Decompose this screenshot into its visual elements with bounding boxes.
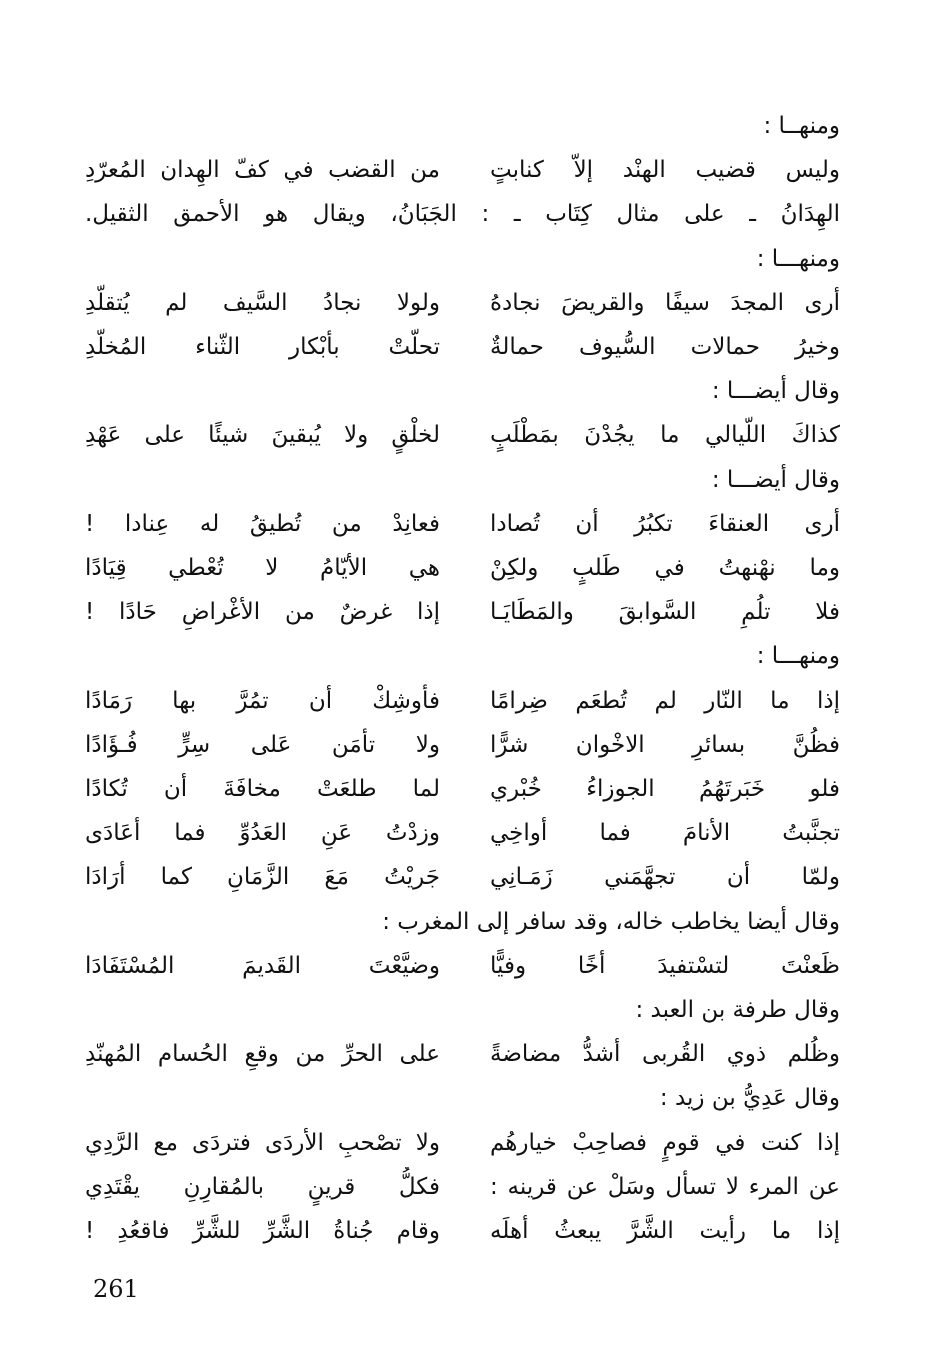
verse-line (85, 1123, 840, 1163)
prose-line: الهِدَانُ ـ على مثال كِتَاب ـ : الجَبَانُ، ويقال هو الأحمق الثقيل. (85, 201, 840, 227)
verse-second-hemistich: فأوشِكْ أن تمُرَّ بها رَمَادًا (85, 688, 440, 714)
section-heading: وقال أيضـــا : (711, 378, 840, 404)
verse-line (85, 283, 840, 323)
section-heading: وقال أيضا يخاطب خاله، وقد سافر إلى المغرب : (382, 909, 840, 935)
verse-line (85, 725, 840, 765)
verse-line (85, 1167, 840, 1207)
verse-line (85, 946, 840, 986)
verse-first-hemistich: كذاكَ اللّيالي ما يجُدْنَ بمَطْلَبٍ (490, 422, 840, 448)
verse-line (85, 1034, 840, 1074)
verse-first-hemistich: ولمّا أن تجهَّمَني زَمَـانِي (490, 864, 840, 890)
section-heading: وقال أيضـــا : (711, 467, 840, 493)
verse-first-hemistich: إذا كنت في قومٍ فصاحِبْ خيارهُم (490, 1130, 840, 1156)
verse-line (85, 150, 840, 190)
verse-line (85, 857, 840, 897)
verse-first-hemistich: أرى المجدَ سيفًا والقريضَ نجادهُ (490, 290, 840, 316)
verse-second-hemistich: ولا تصْحبِ الأردَى فتردَى مع الرَّدِي (85, 1130, 440, 1156)
verse-first-hemistich: فظُنَّ بسائرِ الاخْوان شرًّا (490, 732, 840, 758)
section-heading: وقال طرفة بن العبد : (635, 997, 840, 1023)
verse-second-hemistich: جَريْتُ مَعَ الزَّمَانِ كما أرَادَا (85, 864, 440, 890)
verse-line (85, 504, 840, 544)
verse-first-hemistich: عن المرء لا تسأل وسَلْ عن قرينه : (490, 1174, 840, 1200)
verse-second-hemistich: وزدْتُ عَنِ العَدُوِّ فما أعَادَى (85, 820, 440, 846)
verse-second-hemistich: فكلُّ قرينٍ بالمُقارِنِ يقْتَدِي (85, 1174, 440, 1200)
verse-line (85, 769, 840, 809)
section-heading: ومنهـــا : (756, 643, 840, 669)
verse-line (85, 681, 840, 721)
verse-first-hemistich: إذا ما النّار لم تُطعَم ضِرامًا (490, 688, 840, 714)
verse-first-hemistich: إذا ما رأيت الشَّرَّ يبعثُ أهلَه (490, 1218, 840, 1244)
verse-second-hemistich: وضيَّعْتَ القَديمَ المُسْتَفَادَا (85, 953, 440, 979)
verse-second-hemistich: تحلّتْ بأبْكار الثّناء المُخلّدِ (85, 334, 440, 360)
verse-line (85, 592, 840, 632)
verse-second-hemistich: إذا غرضٌ من الأغْراضِ حَادًا ! (85, 599, 440, 625)
section-heading: ومنهــا : (763, 113, 840, 139)
verse-second-hemistich: على الحرِّ من وقعِ الحُسام المُهنّدِ (85, 1041, 440, 1067)
verse-line (85, 415, 840, 455)
verse-line (85, 1211, 840, 1251)
verse-first-hemistich: فلا تلُمِ السَّوابقَ والمَطَايَـا (490, 599, 840, 625)
verse-first-hemistich: وخيرُ حمالات السُّيوف حمالةٌ (490, 334, 840, 360)
verse-line (85, 548, 840, 588)
verse-second-hemistich: فعانِدْ من تُطيقُ له عِنادا ! (85, 511, 440, 537)
verse-line (85, 813, 840, 853)
verse-second-hemistich: لخلْقٍ ولا يُبقينَ شيئًا على عَهْدِ (85, 422, 440, 448)
verse-second-hemistich: ولولا نجادُ السَّيف لم يُتقلّدِ (85, 290, 440, 316)
section-heading: ومنهـــا : (756, 246, 840, 272)
verse-second-hemistich: لما طلعَتْ مخافَةَ أن تُكادًا (85, 776, 440, 802)
verse-first-hemistich: فلو خَبَرتَهُمُ الجوزاءُ خُبْري (490, 776, 840, 802)
verse-first-hemistich: وما نهْنهتُ في طَلبٍ ولكِنْ (490, 555, 840, 581)
verse-second-hemistich: هي الأيّامُ لا تُعْطي قِيَادًا (85, 555, 440, 581)
verse-first-hemistich: وظُلم ذوي القُربى أشدُّ مضاضةً (490, 1041, 840, 1067)
verse-first-hemistich: ظَعنْتَ لتسْتفيدَ أخًا وفيًّا (490, 953, 840, 979)
verse-second-hemistich: من القضب في كفّ الهِدان المُعرّدِ (85, 157, 440, 183)
verse-second-hemistich: ولا تأمَن عَلى سِرٍّ فُـؤَادًا (85, 732, 440, 758)
verse-first-hemistich: تجنَّبتُ الأنامَ فما أواخِي (490, 820, 840, 846)
verse-line (85, 327, 840, 367)
section-heading: وقال عَدِيُّ بن زيد : (659, 1085, 840, 1111)
verse-second-hemistich: وقام جُناةُ الشَّرِّ للشَّرِّ فاقعُدِ ! (85, 1218, 440, 1244)
verse-first-hemistich: وليس قضيب الهنْد إلاّ كنابتٍ (490, 157, 840, 183)
verse-first-hemistich: أرى العنقاءَ تكبُرُ أن تُصادا (490, 511, 840, 537)
page-number: 261 (93, 1275, 139, 1303)
